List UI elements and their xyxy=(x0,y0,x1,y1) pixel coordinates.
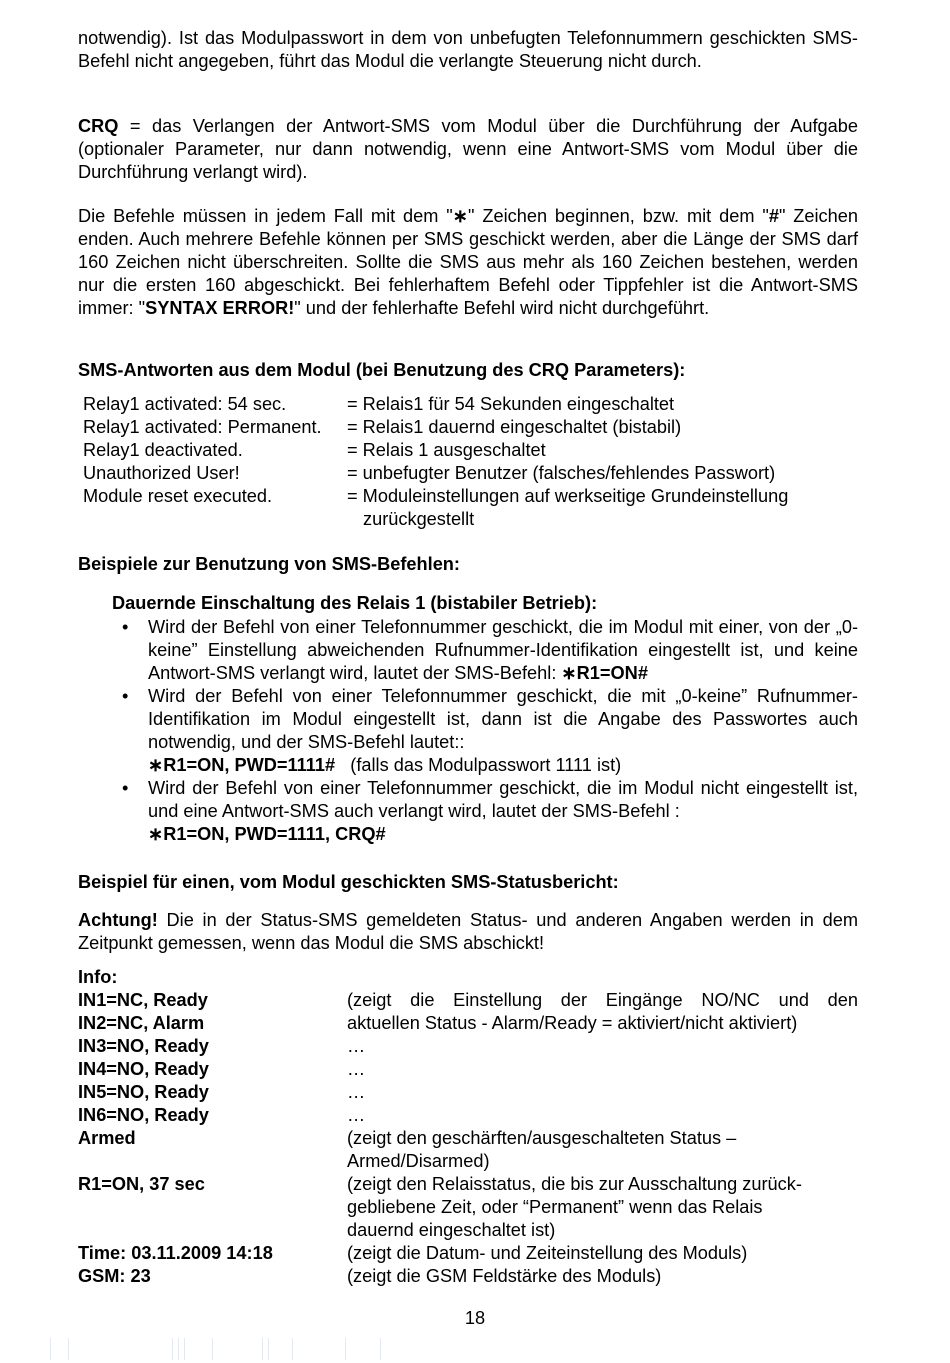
example-2-text: Wird der Befehl von einer Telefonnummer geschickt, die mit „0-keine” Rufnummer-Identifikation im Modul eingestellt ist, dann ist die Angabe des Passwortes auch notwendig, und der SMS-Befehl lautet:: xyxy=(148,686,858,752)
example-item-1 xyxy=(112,616,858,685)
status-right-4: … xyxy=(347,1059,366,1079)
status-left-9: R1=ON, 37 sec xyxy=(78,1174,205,1194)
syntax-error-text: SYNTAX ERROR! xyxy=(145,298,295,318)
examples-heading: Beispiele zur Benutzung von SMS-Befehlen: xyxy=(78,554,460,574)
status-right-5: … xyxy=(347,1082,366,1102)
example-3-text: Wird der Befehl von einer Telefonnummer geschickt, die im Modul nicht eingestellt ist, und eine Antwort-SMS auch verlangt wird, lautet der SMS-Befehl : xyxy=(148,778,858,821)
warning-label: Achtung! xyxy=(78,910,158,930)
paragraph-password-note xyxy=(78,27,858,73)
sms-answers-heading: SMS-Antworten aus dem Modul (bei Benutzung des CRQ Parameters): xyxy=(78,360,686,380)
status-right-9: (zeigt den Relaisstatus, die bis zur Ausschaltung zurück- xyxy=(347,1174,802,1194)
status-right-10: gebliebene Zeit, oder “Permanent” wenn das Relais xyxy=(347,1197,763,1217)
page-number: 18 xyxy=(464,1308,486,1328)
example-1-text: Wird der Befehl von einer Telefonnummer geschickt, die im Modul mit einer, von der „0-keine” Einstellung abweichenden Rufnummer-Identifikation eingestellt ist, und keine Antwort-SMS verlangt wird, lautet der SMS-Befehl: xyxy=(148,617,858,683)
status-right-6: … xyxy=(347,1105,366,1125)
status-left-7: Armed xyxy=(78,1128,136,1148)
example-2-note: (falls das Modulpasswort 1111 ist) xyxy=(350,755,622,775)
answer-left-2: Relay1 activated: Permanent. xyxy=(83,417,322,437)
status-right-2: aktuellen Status - Alarm/Ready = aktiviert/nicht aktiviert) xyxy=(347,1013,798,1033)
rules-text-3: " Zeichen enden. Auch mehrere Befehle können per SMS geschickt werden, aber die Länge der SMS darf 160 Zeichen nicht überschreiten. Sollte die SMS aus mehr als 160 Zeichen bestehen, werden nur die ersten 160 abgeschickt. Bei fehlerhaftem Befehl oder Tippfehler ist die Antwort-SMS immer: " xyxy=(78,206,858,318)
status-report-heading: Beispiel für einen, vom Modul geschickten SMS-Statusbericht: xyxy=(78,872,619,892)
status-left-6: IN6=NO, Ready xyxy=(78,1105,209,1125)
answer-left-3: Relay1 deactivated. xyxy=(83,440,243,460)
rules-text-2: " Zeichen beginnen, bzw. mit dem " xyxy=(468,206,769,226)
example-list xyxy=(112,616,858,846)
example-3-command: ∗R1=ON, PWD=1111, CRQ# xyxy=(148,824,386,844)
examples-subheading: Dauernde Einschaltung des Relais 1 (bistabiler Betrieb): xyxy=(112,593,598,613)
scan-artifacts xyxy=(0,1338,950,1360)
answer-right-3: = Relais 1 ausgeschaltet xyxy=(347,440,546,460)
status-left-5: IN5=NO, Ready xyxy=(78,1082,209,1102)
answer-right-2: = Relais1 dauernd eingeschaltet (bistabil) xyxy=(347,417,682,437)
paragraph-command-rules xyxy=(78,205,858,320)
answer-right-1: = Relais1 für 54 Sekunden eingeschaltet xyxy=(347,394,675,414)
status-left-1: IN1=NC, Ready xyxy=(78,990,208,1010)
answer-right-5: = Moduleinstellungen auf werkseitige Grundeinstellung xyxy=(347,486,789,506)
status-left-13: GSM: 23 xyxy=(78,1266,151,1286)
status-left-3: IN3=NO, Ready xyxy=(78,1036,209,1056)
rules-text-1: Die Befehle müssen in jedem Fall mit dem " xyxy=(78,206,453,226)
status-right-11: dauernd eingeschaltet ist) xyxy=(347,1220,556,1240)
rules-text-4: " und der fehlerhafte Befehl wird nicht durchgeführt. xyxy=(294,298,710,318)
status-table xyxy=(78,989,858,1289)
status-right-3: … xyxy=(347,1036,366,1056)
bullet-icon: • xyxy=(122,686,129,706)
sms-answers-table xyxy=(78,393,858,533)
status-left-2: IN2=NC, Alarm xyxy=(78,1013,205,1033)
status-left-12: Time: 03.11.2009 14:18 xyxy=(78,1243,273,1263)
star-symbol: ∗ xyxy=(452,206,469,226)
bullet-icon: • xyxy=(122,778,129,798)
status-right-8: Armed/Disarmed) xyxy=(347,1151,490,1171)
status-warning xyxy=(78,909,858,955)
status-right-13: (zeigt die GSM Feldstärke des Moduls) xyxy=(347,1266,662,1286)
status-left-4: IN4=NO, Ready xyxy=(78,1059,209,1079)
example-2-command: ∗R1=ON, PWD=1111# xyxy=(148,755,336,775)
crq-term: CRQ xyxy=(78,116,119,136)
info-label: Info: xyxy=(78,967,118,987)
answer-right-5-continuation: zurückgestellt xyxy=(363,509,475,529)
status-right-1: (zeigt die Einstellung der Eingänge NO/NC und den xyxy=(347,990,858,1010)
answer-right-4: = unbefugter Benutzer (falsches/fehlendes Passwort) xyxy=(347,463,776,483)
answer-left-1: Relay1 activated: 54 sec. xyxy=(83,394,287,414)
answer-left-4: Unauthorized User! xyxy=(83,463,240,483)
bullet-icon: • xyxy=(122,617,129,637)
example-item-2 xyxy=(112,685,858,777)
example-1-command: ∗R1=ON# xyxy=(561,663,648,683)
status-right-7: (zeigt den geschärften/ausgeschalteten Status – xyxy=(347,1128,737,1148)
paragraph-text: notwendig). Ist das Modulpasswort in dem von unbefugten Telefonnummern geschickten SMS-Befehl nicht angegeben, führt das Modul die verlangte Steuerung nicht durch. xyxy=(78,28,858,71)
paragraph-crq xyxy=(78,115,858,184)
warning-text: Die in der Status-SMS gemeldeten Status- und anderen Angaben werden in dem Zeitpunkt gemessen, wenn das Modul die SMS abschickt! xyxy=(78,910,858,953)
status-right-12: (zeigt die Datum- und Zeiteinstellung des Moduls) xyxy=(347,1243,748,1263)
example-item-3 xyxy=(112,777,858,846)
answer-left-5: Module reset executed. xyxy=(83,486,273,506)
crq-definition: = das Verlangen der Antwort-SMS vom Modul über die Durchführung der Aufgabe (optionaler Parameter, nur dann notwendig, wenn eine Antwort-SMS vom Modul über die Durchführung verlangt wird). xyxy=(78,116,858,182)
hash-symbol: # xyxy=(768,206,779,226)
